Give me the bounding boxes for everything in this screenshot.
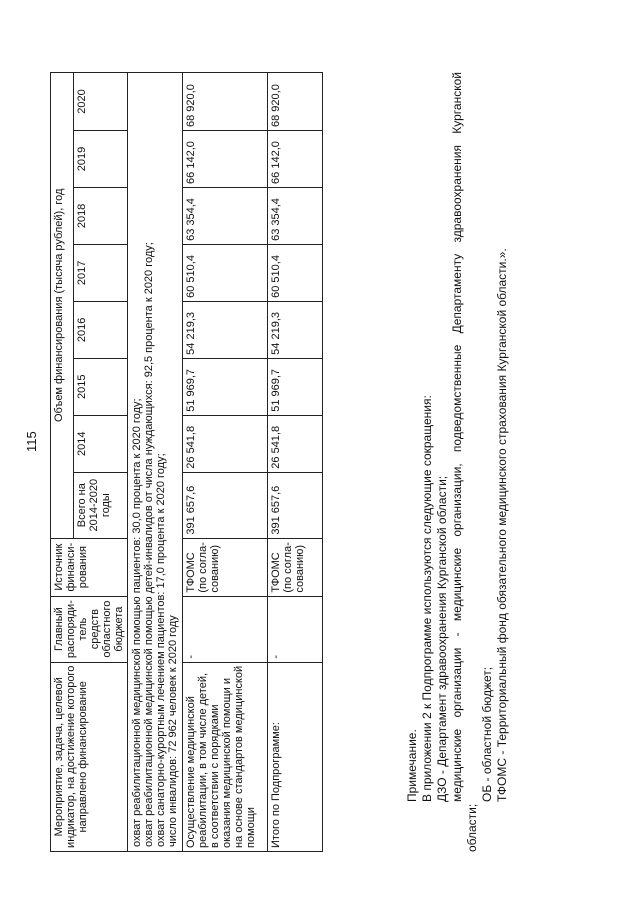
indicators-row [128, 73, 183, 852]
row-measure: Осуществление медицинской реабилитации, в том числе детей, в соответствии с порядками оказания медицинской помощи и на основе стандартов медицинской помощи [183, 662, 268, 851]
indicator-line: число инвалидов: 72 962 человек к 2020 году [167, 615, 179, 847]
notes-intro: В приложении 2 к Подпрограмме используются следующие сокращения: [420, 395, 434, 802]
header-volume: Объем финансирования (тысяча рублей), год [51, 73, 74, 539]
header-year: 2017 [73, 244, 127, 301]
indicator-line: охват реабилитационной медицинской помощью пациентов: 30,0 процента к 2020 году; [131, 398, 143, 847]
row-value: 63 354,4 [268, 187, 323, 244]
row-total: 391 657,6 [183, 472, 268, 538]
row-value: 68 920,0 [268, 73, 323, 131]
row-value: 60 510,4 [183, 244, 268, 301]
table-header-row [51, 73, 74, 852]
notes-mo: медицинские организации - медицинские организации, подведомственные Департаменту здравоохранения Курганской [450, 72, 464, 802]
indicators-cell [128, 73, 183, 852]
row-value: 54 219,3 [268, 301, 323, 358]
row-value: 63 354,4 [183, 187, 268, 244]
page-number: 115 [24, 431, 39, 452]
notes-ob: ОБ - областной бюджет; [480, 666, 494, 802]
header-total: Всего на 2014-2020 годы [73, 472, 127, 538]
header-measure: Мероприятие, задача, целевой индикатор, на достижение которого направлено финансирование [51, 662, 128, 851]
row-value: 51 969,7 [268, 358, 323, 415]
notes-tfoms: ТФОМС - Территориальный фонд обязательного медицинского страхования Курганской области.». [495, 248, 509, 802]
row-measure: Итого по Подпрограмме: [268, 662, 323, 851]
financing-table [50, 72, 323, 852]
row-value: 26 541,8 [268, 415, 323, 472]
header-year: 2014 [73, 415, 127, 472]
notes-dzo: ДЗО - Департамент здравоохранения Курганской области; [435, 475, 449, 802]
row-value: 66 142,0 [183, 131, 268, 188]
row-total: 391 657,6 [268, 472, 323, 538]
notes-title: Примечание. [405, 729, 419, 802]
notes-mo-cont: области; [465, 803, 479, 852]
row-value: 60 510,4 [268, 244, 323, 301]
header-year: 2018 [73, 187, 127, 244]
header-year: 2019 [73, 131, 127, 188]
row-value: 26 541,8 [183, 415, 268, 472]
row-value: 54 219,3 [183, 301, 268, 358]
notes-block [405, 72, 510, 852]
rotated-page [20, 12, 620, 892]
header-source: Источник финанси-рования [51, 538, 128, 596]
row-value: 66 142,0 [268, 131, 323, 188]
row-value: 68 920,0 [183, 73, 268, 131]
header-year: 2020 [73, 73, 127, 131]
row-manager: - [183, 596, 268, 662]
header-manager: Главный распоряди-тель средств областного бюджета [51, 596, 128, 662]
table-row [183, 73, 268, 852]
header-year: 2016 [73, 301, 127, 358]
row-source: ТФОМС (по согла-сованию) [183, 538, 268, 596]
row-value: 51 969,7 [183, 358, 268, 415]
indicator-line: охват реабилитационной медицинской помощью детей-инвалидов от числа нуждающихся: 92,5 процента к 2020 году; [143, 242, 155, 847]
row-source: ТФОМС (по согла-сованию) [268, 538, 323, 596]
row-manager: - [268, 596, 323, 662]
indicator-line: охват санаторно-курортным лечением пациентов: 17,0 процента к 2020 году; [155, 453, 167, 847]
table-row-total [268, 73, 323, 852]
header-year: 2015 [73, 358, 127, 415]
